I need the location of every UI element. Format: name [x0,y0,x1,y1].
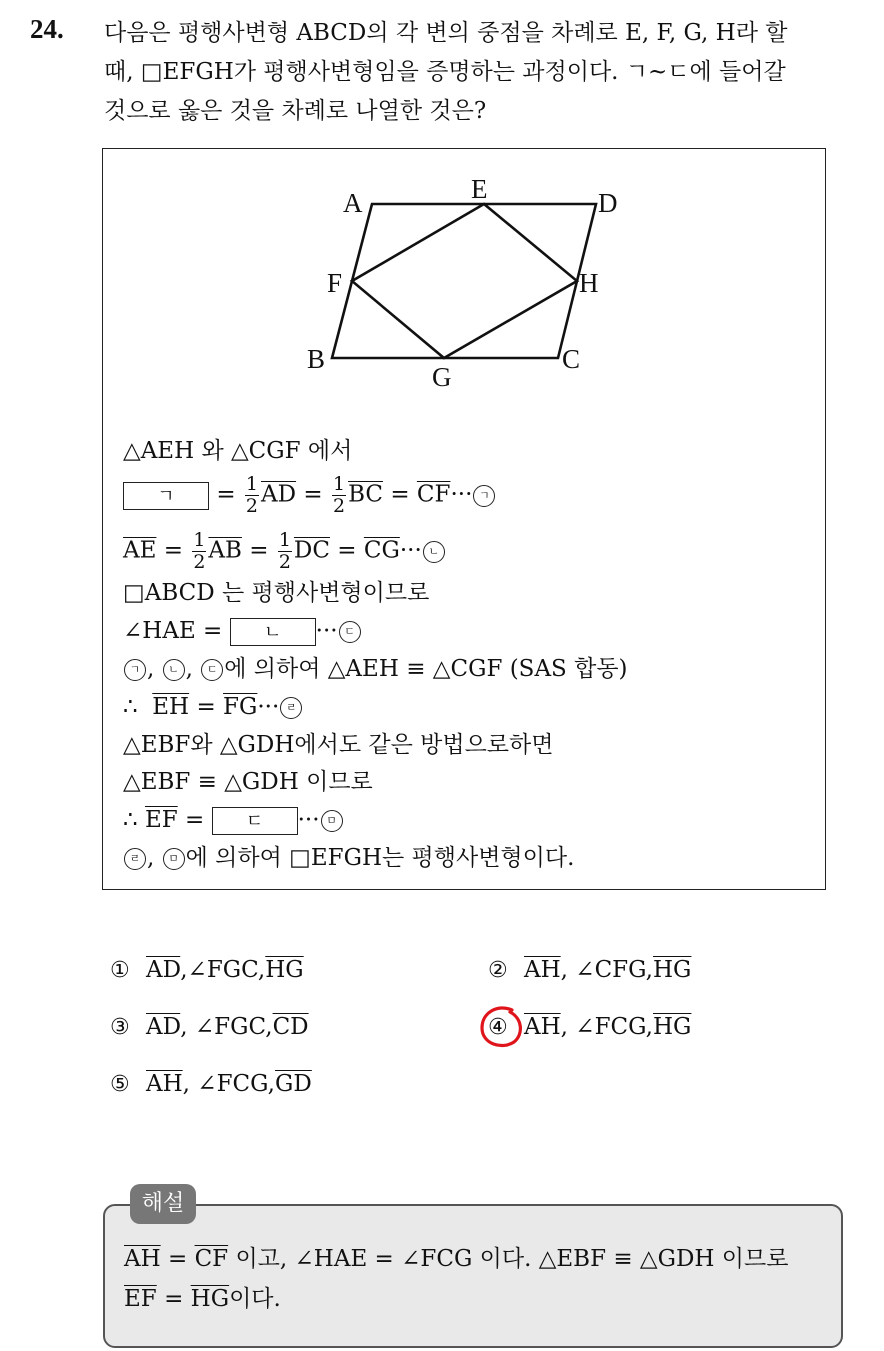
segment-cf: $\overline{CF}$ [194,1246,229,1272]
choice-segment: $\overline{AD}$ [146,957,181,983]
circled-label-2: ㄴ [423,541,445,563]
segment-ae: $\overline{AE}$ [123,537,157,564]
question-line: 것으로 옳은 것을 차례로 나열한 것은? [104,98,487,124]
circled-label-1: ㄱ [473,485,495,507]
equals: = [163,537,183,564]
proof-line [123,688,303,726]
question-line: 때, □EFGH가 평행사변형임을 증명하는 과정이다. ㄱ~ㄷ에 들어갈 [104,59,786,85]
proof-line [123,801,344,839]
choice-segment: $\overline{HG}$ [653,1014,692,1040]
choice-number: ⑤ [110,1072,130,1097]
solution-label: 해설 [130,1184,196,1224]
equals: = [164,1286,184,1312]
blank-3: ㄷ [212,807,298,835]
solution-line [124,1240,788,1278]
vertex-label-g: G [432,362,452,392]
choice-angle: ,∠FGC, [180,957,266,983]
question-line: 다음은 평행사변형 ABCD의 각 변의 중점을 차례로 E, F, G, H라 할 [104,20,788,46]
choice-segment: $\overline{AH}$ [146,1071,183,1097]
parallelogram-figure [300,168,660,398]
equals: = [249,537,269,564]
equals: = [337,537,357,564]
equals: = [196,694,216,720]
equals: = [167,1246,188,1272]
choice-5[interactable] [110,1064,312,1104]
proof-line [123,529,446,573]
choice-number: ② [488,958,508,983]
choice-segment: $\overline{AH}$ [524,1014,561,1040]
circled-label-2: ㄴ [163,659,185,681]
choice-segment: $\overline{HG}$ [653,957,692,983]
choice-3[interactable] [110,1007,309,1047]
circled-label-4: ㄹ [124,848,146,870]
dots: ··· [315,618,338,644]
segment-dc: $\overline{DC}$ [293,537,330,564]
choice-2[interactable] [488,950,691,990]
proof-conclusion: 에 의하여 □EFGH는 평행사변형이다. [185,845,575,871]
therefore-symbol: ∴ [123,807,138,833]
choice-angle: , ∠FGC, [180,1014,273,1040]
dots: ··· [399,537,422,564]
fraction-half: $\frac{1}{2}$ [245,473,258,517]
choice-angle: , ∠FCG, [560,1014,653,1040]
segment-ef: $\overline{EF}$ [144,807,178,833]
segment-fg: $\overline{FG}$ [223,694,258,720]
proof-line: △AEH 와 △CGF 에서 [123,438,353,464]
circled-label-4: ㄹ [280,697,302,719]
segment-ef: $\overline{EF}$ [124,1286,157,1312]
proof-line: ㄱ , ㄴ , ㄷ 에 의하여 △AEH ≡ △CGF (SAS 합동) [123,650,628,688]
vertex-label-f: F [327,268,343,298]
choice-segment: $\overline{CD}$ [272,1014,309,1040]
segment-bc: $\overline{BC}$ [348,481,383,508]
proof-line: □ABCD 는 평행사변형이므로 [123,580,430,606]
therefore-symbol: ∴ [123,694,138,720]
angle-hae: ∠HAE [123,618,196,644]
circled-label-1: ㄱ [124,659,146,681]
segment-cg: $\overline{CG}$ [363,537,400,564]
equals: = [303,481,323,508]
choice-segment: $\overline{GD}$ [275,1071,312,1097]
choice-number: ③ [110,1015,130,1040]
circled-label-5: ㅁ [163,848,185,870]
blank-1: ㄱ [123,482,209,510]
segment-cf: $\overline{CF}$ [416,481,451,508]
proof-line: ㄹ , ㅁ 에 의하여 □EFGH는 평행사변형이다. [123,839,574,877]
vertex-label-b: B [307,344,326,374]
choice-number: ① [110,958,130,983]
equals: = [390,481,410,508]
solution-sentence: 이다. [229,1286,281,1312]
choice-angle: , ∠CFG, [560,957,653,983]
choice-segment: $\overline{AD}$ [146,1014,181,1040]
parallelogram-abcd [332,204,596,358]
blank-2: ㄴ [230,618,316,646]
choice-segment: $\overline{HG}$ [265,957,304,983]
fraction-half: $\frac{1}{2}$ [332,473,346,517]
proof-line: △EBF와 △GDH에서도 같은 방법으로하면 [123,732,554,758]
question-text [104,14,864,131]
circled-label-3: ㄷ [339,621,361,643]
segment-eh: $\overline{EH}$ [152,694,190,720]
proof-congruence: 에 의하여 △AEH ≡ △CGF (SAS 합동) [224,656,628,682]
choice-1[interactable] [110,950,304,990]
vertex-label-c: C [562,344,581,374]
choice-segment: $\overline{AH}$ [524,957,561,983]
equals: = [203,618,223,644]
question-number: 24. [30,14,64,44]
solution-sentence: 이고, ∠HAE = ∠FCG 이다. △EBF ≡ △GDH 이므로 [235,1246,789,1272]
segment-ad: $\overline{AD}$ [261,481,297,508]
vertex-label-h: H [579,268,599,298]
choice-number: ④ [488,1015,508,1040]
choice-angle: , ∠FCG, [182,1071,275,1097]
circled-label-5: ㅁ [321,810,343,832]
circled-label-3: ㄷ [201,659,223,681]
fraction-half: $\frac{1}{2}$ [193,529,206,573]
proof-line: △EBF ≡ △GDH 이므로 [123,769,373,795]
dots: ··· [450,481,473,508]
segment-hg: $\overline{HG}$ [190,1286,230,1312]
segment-ah: $\overline{AH}$ [124,1246,161,1272]
proof-line [123,612,362,650]
vertex-label-d: D [598,188,618,218]
equals: = [216,481,236,508]
fraction-half: $\frac{1}{2}$ [278,529,291,573]
dots: ··· [257,694,280,720]
equals: = [185,807,205,833]
vertex-label-e: E [471,174,488,204]
vertex-label-a: A [343,188,363,218]
segment-ab: $\overline{AB}$ [208,537,242,564]
solution-line [124,1280,281,1318]
dots: ··· [297,807,320,833]
answer-mark-circle [476,1004,526,1052]
proof-line [123,473,496,517]
parallelogram-efgh [352,204,577,358]
